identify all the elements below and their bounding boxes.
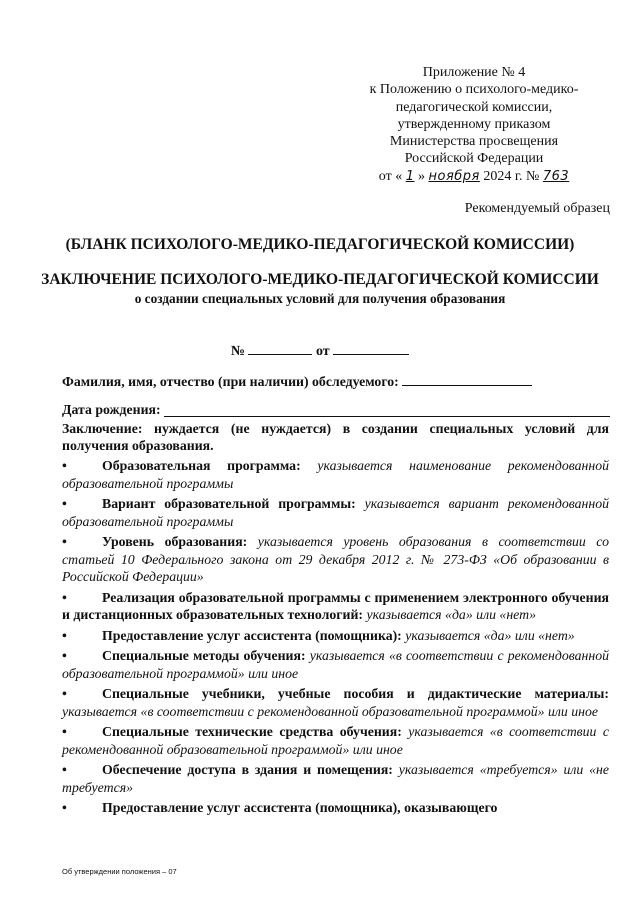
bullet-icon: • <box>62 762 67 778</box>
bullet-icon: • <box>62 589 67 605</box>
item-text: указывается «в соответствии с рекомендованной образовательной программой» или иное <box>62 703 599 719</box>
bullet-icon: • <box>62 724 67 740</box>
form-title: (БЛАНК ПСИХОЛОГО-МЕДИКО-ПЕДАГОГИЧЕСКОЙ КОМИССИИ) <box>65 236 575 253</box>
dob-line <box>62 402 610 418</box>
date-prefix: от « <box>378 168 403 184</box>
bullet-icon: • <box>62 800 67 816</box>
appendix-reference <box>340 64 608 185</box>
list-item <box>62 723 609 757</box>
item-label: Уровень образования: <box>102 534 248 550</box>
item-label: Реализация образовательной программы с применением электронного обучения и дистанционных образовательных технологий: <box>62 589 609 622</box>
item-text: указывается вариант рекомендованной образовательной программы <box>62 496 609 529</box>
number-date-line <box>0 343 640 360</box>
fio-label: Фамилия, имя, отчество (при наличии) обследуемого: <box>62 374 399 389</box>
conclusion-text: Заключение: нуждается (не нуждается) в создании специальных условий для получения образования. <box>62 421 609 454</box>
number-blank <box>248 343 312 355</box>
footer-note: Об утверждении положения – 07 <box>62 867 177 876</box>
item-label: Предоставление услуг ассистента (помощника), оказывающего <box>102 800 498 816</box>
bullet-icon: • <box>62 496 67 512</box>
item-text: указывается «требуется» или «не требуется» <box>62 762 609 795</box>
item-text: указывается «да» или «нет» <box>366 606 536 622</box>
appendix-line: Российской Федерации <box>404 151 544 167</box>
fio-blank <box>402 374 532 386</box>
item-label: Специальные методы обучения: <box>102 648 306 664</box>
sample-label: Рекомендуемый образец <box>464 201 610 216</box>
item-text: указывается уровень образования в соответствии со статьей 10 Федерального закона от 29 декабря 2012 г. № 273-ФЗ «Об образовании в Российской Федерации» <box>62 534 609 584</box>
conclusion-body <box>62 420 609 820</box>
dob-label: Дата рождения: <box>62 402 161 417</box>
date-mid: » <box>417 168 425 184</box>
bullet-icon: • <box>62 648 67 664</box>
appendix-number: Приложение № 4 <box>422 65 526 80</box>
item-text: указывается «в соответствии с рекомендованной образовательной программой» или иное <box>62 724 610 757</box>
document-title: ЗАКЛЮЧЕНИЕ ПСИХОЛОГО-МЕДИКО-ПЕДАГОГИЧЕСКОЙ КОМИССИИ <box>41 271 599 288</box>
date-blank <box>333 343 409 355</box>
bullet-icon: • <box>62 686 67 702</box>
appendix-line: утвержденному приказом <box>397 116 551 132</box>
appendix-line: к Положению о психолого-медико- <box>369 82 579 98</box>
bullet-icon: • <box>62 458 67 474</box>
bullet-icon: • <box>62 534 67 550</box>
item-text: указывается «да» или «нет» <box>405 627 575 643</box>
item-label: Специальные технические средства обучения: <box>102 724 402 740</box>
item-label: Образовательная программа: <box>102 458 301 474</box>
handwritten-order-number: 763 <box>542 168 570 184</box>
item-text: указывается «в соответствии с рекомендованной образовательной программой» или иное <box>62 648 610 681</box>
appendix-line: Министерства просвещения <box>389 134 559 150</box>
list-item <box>62 533 609 585</box>
dob-blank <box>164 402 610 417</box>
appendix-line: педагогической комиссии, <box>395 99 553 115</box>
list-item <box>62 685 609 719</box>
item-label: Предоставление услуг ассистента (помощника): <box>102 627 402 643</box>
item-text: указывается наименование рекомендованной образовательной программы <box>62 458 610 491</box>
handwritten-month: ноября <box>428 168 480 184</box>
handwritten-day: 1 <box>405 168 415 184</box>
list-item <box>62 799 609 816</box>
number-label: № <box>230 344 245 359</box>
from-label: от <box>315 344 330 359</box>
list-item <box>62 495 609 529</box>
list-item <box>62 589 609 623</box>
document-subtitle: о создании специальных условий для получения образования <box>134 291 506 306</box>
order-date-line <box>340 168 608 185</box>
item-label: Специальные учебники, учебные пособия и дидактические материалы: <box>102 686 609 702</box>
bullet-icon: • <box>62 627 67 643</box>
list-item <box>62 457 609 491</box>
item-label: Вариант образовательной программы: <box>102 496 356 512</box>
list-item <box>62 647 609 681</box>
fio-line <box>62 374 532 390</box>
item-label: Обеспечение доступа в здания и помещения: <box>102 762 393 778</box>
list-item <box>62 761 609 795</box>
list-item <box>62 627 609 644</box>
date-year: 2024 г. № <box>483 168 540 184</box>
